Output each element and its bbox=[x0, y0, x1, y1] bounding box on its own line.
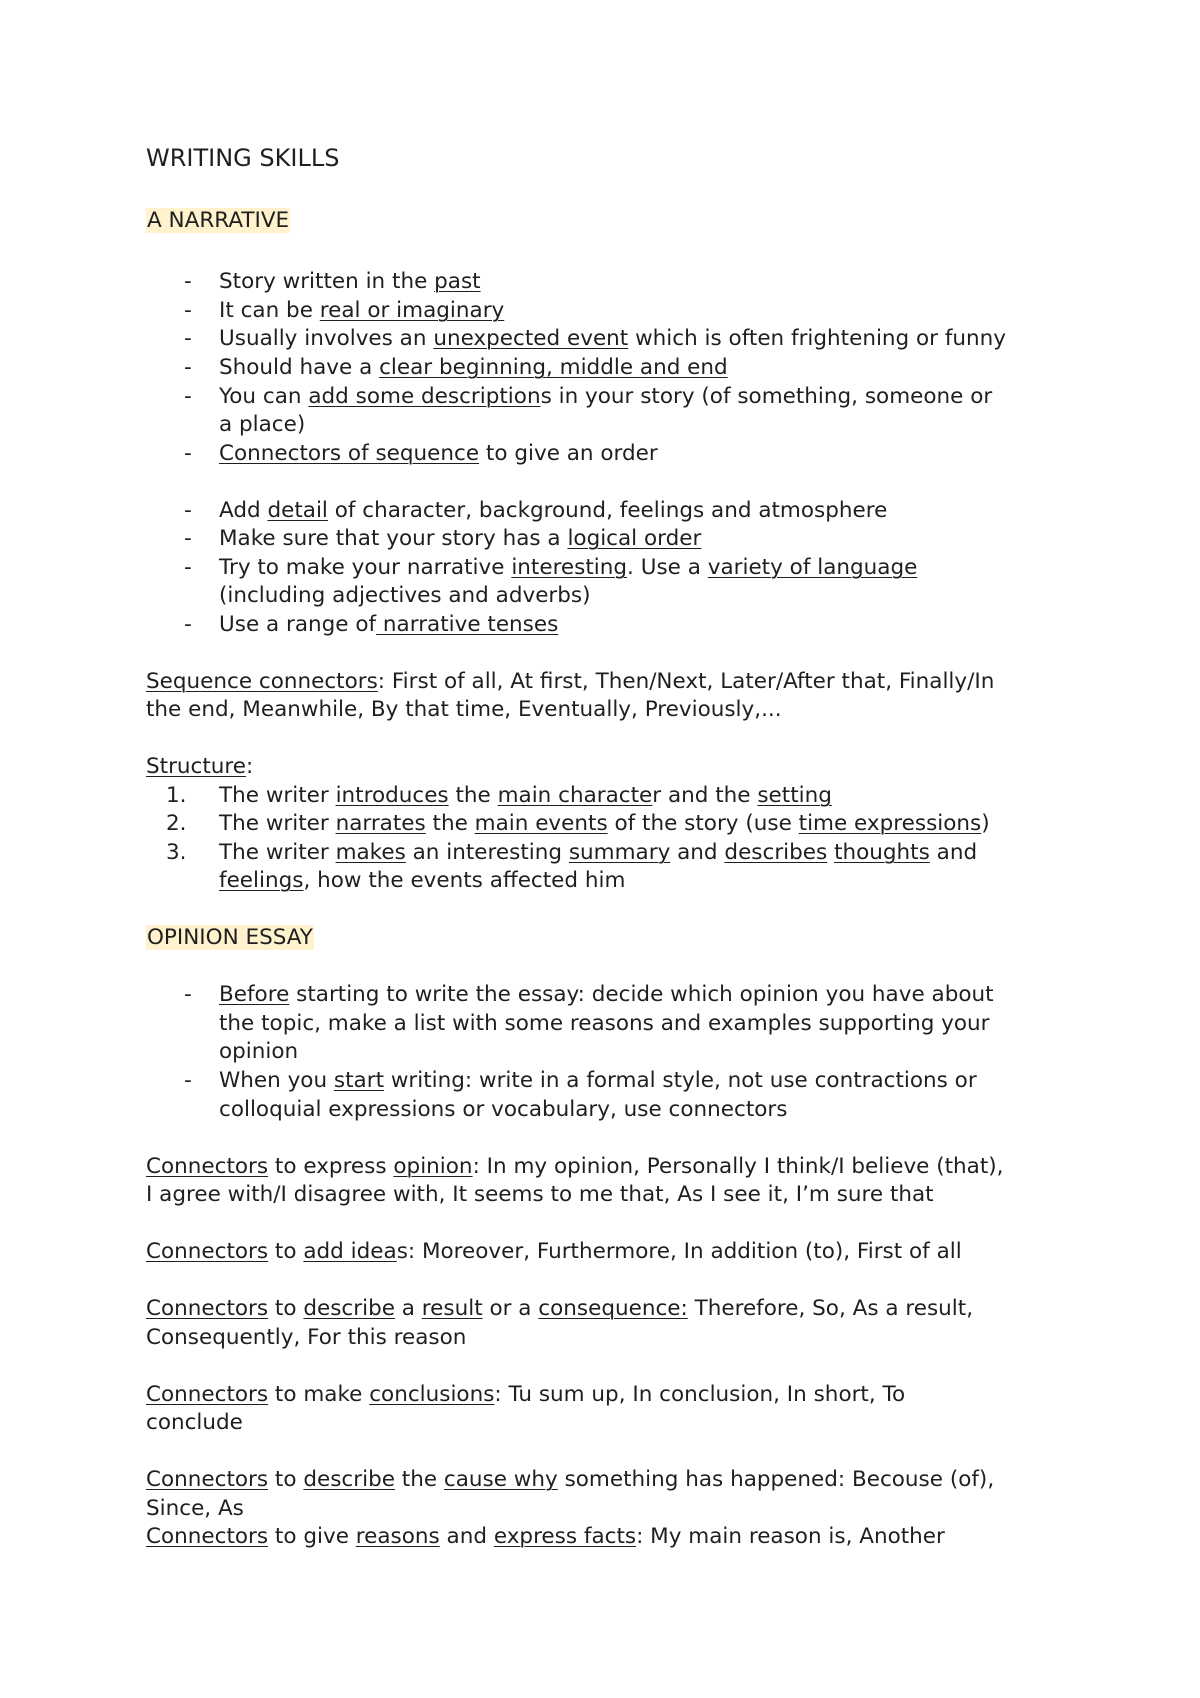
text-run: of the story (use bbox=[607, 811, 799, 836]
underlined-term: describes bbox=[724, 840, 828, 865]
narrative-bullet bbox=[219, 353, 1079, 382]
underlined-term: Connectors bbox=[146, 1296, 269, 1321]
underlined-term: describe bbox=[303, 1296, 395, 1321]
structure-item-continuation bbox=[219, 866, 1079, 895]
underlined-term: Connectors bbox=[146, 1524, 269, 1549]
connector-paragraph-line bbox=[146, 1237, 1076, 1266]
text-run: colloquial expressions or vocabulary, use connectors bbox=[219, 1097, 788, 1122]
underlined-term: real or imaginary bbox=[319, 298, 505, 323]
connector-paragraph-line bbox=[146, 1380, 1076, 1409]
underlined-term: result bbox=[421, 1296, 483, 1321]
underlined-term: variety of language bbox=[707, 555, 918, 580]
text-run: to make bbox=[268, 1382, 370, 1407]
text-run: Add bbox=[219, 498, 268, 523]
narrative-bullet bbox=[219, 610, 1079, 639]
text-run: conclude bbox=[146, 1410, 243, 1435]
bullet-dash: - bbox=[184, 612, 192, 637]
text-run: writing: write in a formal style, not use contractions or bbox=[384, 1068, 977, 1093]
text-run: : Tu sum up, In conclusion, In short, To bbox=[494, 1382, 906, 1407]
text-run: : In my opinion, Personally I think/I believe (that), bbox=[472, 1154, 1004, 1179]
text-run: . Use a bbox=[627, 555, 708, 580]
text-run: Since, As bbox=[146, 1496, 244, 1521]
text-run: the bbox=[425, 811, 475, 836]
underlined-term: introduces bbox=[335, 783, 449, 808]
underlined-term: makes bbox=[335, 840, 406, 865]
text-run: to express bbox=[268, 1154, 394, 1179]
text-run: Therefore, So, As a result, bbox=[687, 1296, 974, 1321]
text-run: I agree with/I disagree with, It seems to me that, As I see it, I’m sure that bbox=[146, 1182, 934, 1207]
underlined-term: Before bbox=[219, 982, 290, 1007]
narrative-bullet bbox=[219, 296, 1079, 325]
underlined-term: Connectors bbox=[146, 1467, 269, 1492]
underlined-term: main characte bbox=[497, 783, 653, 808]
connector-paragraph-line bbox=[146, 1152, 1076, 1181]
bullet-dash: - bbox=[184, 982, 192, 1007]
bullet-dash: - bbox=[184, 355, 192, 380]
text-run: to give an order bbox=[479, 441, 658, 466]
text-run: It can be bbox=[219, 298, 320, 323]
text-run: : My main reason is, Another bbox=[636, 1524, 945, 1549]
sequence-connectors-line bbox=[146, 667, 1076, 696]
text-run: to bbox=[268, 1239, 304, 1264]
section-heading-narrative bbox=[146, 206, 1076, 235]
underlined-term: time expressions bbox=[798, 811, 982, 836]
underlined-term: consequence: bbox=[538, 1296, 688, 1321]
underlined-term: clear beginning, middle and end bbox=[379, 355, 728, 380]
bullet-dash: - bbox=[184, 526, 192, 551]
structure-item bbox=[219, 838, 1079, 867]
narrative-bullet bbox=[219, 496, 1079, 525]
underlined-term: past bbox=[434, 269, 481, 294]
text-run: Make sure that your story has a bbox=[219, 526, 568, 551]
underlined-term: summary bbox=[568, 840, 671, 865]
text-run: starting to write the essay: decide which opinion you have about bbox=[289, 982, 994, 1007]
connector-paragraph-line bbox=[146, 1522, 1076, 1551]
narrative-bullet bbox=[219, 524, 1079, 553]
text-run: r and the bbox=[652, 783, 758, 808]
narrative-bullet bbox=[219, 267, 1079, 296]
text-run: Story written in the bbox=[219, 269, 435, 294]
underlined-term: add idea bbox=[303, 1239, 397, 1264]
list-number: 1. bbox=[166, 783, 187, 808]
document-title: WRITING SKILLS bbox=[146, 144, 340, 172]
underlined-term: Connectors bbox=[146, 1154, 269, 1179]
connector-paragraph-line bbox=[146, 1180, 1076, 1209]
text-run: which is often frightening or funny bbox=[628, 326, 1007, 351]
text-run: opinion bbox=[219, 1039, 299, 1064]
connector-paragraph-line bbox=[146, 1465, 1076, 1494]
underlined-term: start bbox=[333, 1068, 384, 1093]
opinion-bullet-continuation bbox=[219, 1037, 1079, 1066]
bullet-dash: - bbox=[184, 1068, 192, 1093]
underlined-term: Connectors bbox=[146, 1382, 269, 1407]
sequence-connectors-line bbox=[146, 695, 1076, 724]
text-run: The writer bbox=[219, 783, 336, 808]
text-run: to bbox=[268, 1296, 304, 1321]
highlighted-heading-text: A NARRATIVE bbox=[147, 208, 290, 233]
narrative-bullet bbox=[219, 324, 1079, 353]
text-run: (including adjectives and adverbs) bbox=[219, 583, 591, 608]
text-run: When you bbox=[219, 1068, 334, 1093]
bullet-dash: - bbox=[184, 498, 192, 523]
underlined-term: conclusions bbox=[369, 1382, 495, 1407]
underlined-term: main events bbox=[474, 811, 608, 836]
text-run: to give bbox=[268, 1524, 356, 1549]
text-run: and bbox=[929, 840, 978, 865]
text-run: Use a range of bbox=[219, 612, 377, 637]
text-run: You can bbox=[219, 384, 309, 409]
opinion-bullet-continuation bbox=[219, 1009, 1079, 1038]
bullet-dash: - bbox=[184, 326, 192, 351]
underlined-term: reasons bbox=[355, 1524, 440, 1549]
underlined-term: setting bbox=[757, 783, 832, 808]
underlined-term: narrates bbox=[335, 811, 426, 836]
underlined-term: narrative tenses bbox=[376, 612, 559, 637]
text-run: : First of all, At first, Then/Next, Later/After that, Finally/In bbox=[377, 669, 995, 694]
underlined-term: logical order bbox=[567, 526, 702, 551]
narrative-bullet-continuation bbox=[219, 581, 1079, 610]
text-run: Consequently, For this reason bbox=[146, 1325, 467, 1350]
text-run: a bbox=[394, 1296, 422, 1321]
bullet-dash: - bbox=[184, 555, 192, 580]
text-run: the bbox=[448, 783, 498, 808]
structure-heading bbox=[146, 752, 1076, 781]
underlined-term: Sequence connectors bbox=[146, 669, 378, 694]
underlined-term: add some description bbox=[308, 384, 541, 409]
underlined-term: interesting bbox=[511, 555, 628, 580]
text-run: , how the events affected him bbox=[303, 868, 626, 893]
bullet-dash: - bbox=[184, 441, 192, 466]
text-run: an interesting bbox=[405, 840, 569, 865]
opinion-bullet-continuation bbox=[219, 1095, 1079, 1124]
text-run: Try to make your narrative bbox=[219, 555, 512, 580]
text-run: to bbox=[268, 1467, 304, 1492]
underlined-term: express facts bbox=[493, 1524, 637, 1549]
connector-paragraph-line bbox=[146, 1294, 1076, 1323]
underlined-term: unexpected event bbox=[433, 326, 629, 351]
narrative-bullet bbox=[219, 553, 1079, 582]
text-run: and bbox=[439, 1524, 494, 1549]
narrative-bullet bbox=[219, 382, 1079, 411]
text-run: s: Moreover, Furthermore, In addition (to), First of all bbox=[396, 1239, 962, 1264]
text-run: the topic, make a list with some reasons and examples supporting your bbox=[219, 1011, 990, 1036]
underlined-term: Connectors bbox=[146, 1239, 269, 1264]
text-run: or a bbox=[482, 1296, 539, 1321]
underlined-term: describe bbox=[303, 1467, 395, 1492]
text-run: the bbox=[394, 1467, 444, 1492]
bullet-dash: - bbox=[184, 269, 192, 294]
text-run: The writer bbox=[219, 811, 336, 836]
structure-item bbox=[219, 809, 1079, 838]
connector-paragraph-line bbox=[146, 1494, 1076, 1523]
text-run: of character, background, feelings and atmosphere bbox=[327, 498, 888, 523]
structure-label: Structure bbox=[146, 754, 247, 779]
text-run: and bbox=[670, 840, 725, 865]
underlined-term: cause why bbox=[443, 1467, 558, 1492]
section-heading-opinion bbox=[146, 923, 1076, 952]
narrative-bullet bbox=[219, 439, 1079, 468]
underlined-term: detail bbox=[267, 498, 328, 523]
structure-item bbox=[219, 781, 1079, 810]
connector-paragraph-line bbox=[146, 1408, 1076, 1437]
text-run: the end, Meanwhile, By that time, Eventually, Previously,... bbox=[146, 697, 782, 722]
underlined-term: thoughts bbox=[834, 840, 930, 865]
text-run: Should have a bbox=[219, 355, 380, 380]
text-run: something has happened: Becouse (of), bbox=[557, 1467, 995, 1492]
opinion-bullet bbox=[219, 1066, 1079, 1095]
opinion-bullet bbox=[219, 980, 1079, 1009]
bullet-dash: - bbox=[184, 384, 192, 409]
bullet-dash: - bbox=[184, 298, 192, 323]
highlighted-heading-text: OPINION ESSAY bbox=[147, 925, 313, 950]
text-run: a place) bbox=[219, 412, 306, 437]
text-run: ) bbox=[981, 811, 990, 836]
underlined-term: feelings bbox=[219, 868, 304, 893]
underlined-term: Connectors of sequence bbox=[219, 441, 480, 466]
connector-paragraph-line bbox=[146, 1323, 1076, 1352]
list-number: 3. bbox=[166, 840, 187, 865]
text-run: s in your story (of something, someone or bbox=[540, 384, 993, 409]
narrative-bullet-continuation bbox=[219, 410, 1079, 439]
structure-label-colon: : bbox=[246, 754, 254, 779]
list-number: 2. bbox=[166, 811, 187, 836]
text-run: Usually involves an bbox=[219, 326, 434, 351]
underlined-term: opinion bbox=[393, 1154, 473, 1179]
text-run: The writer bbox=[219, 840, 336, 865]
